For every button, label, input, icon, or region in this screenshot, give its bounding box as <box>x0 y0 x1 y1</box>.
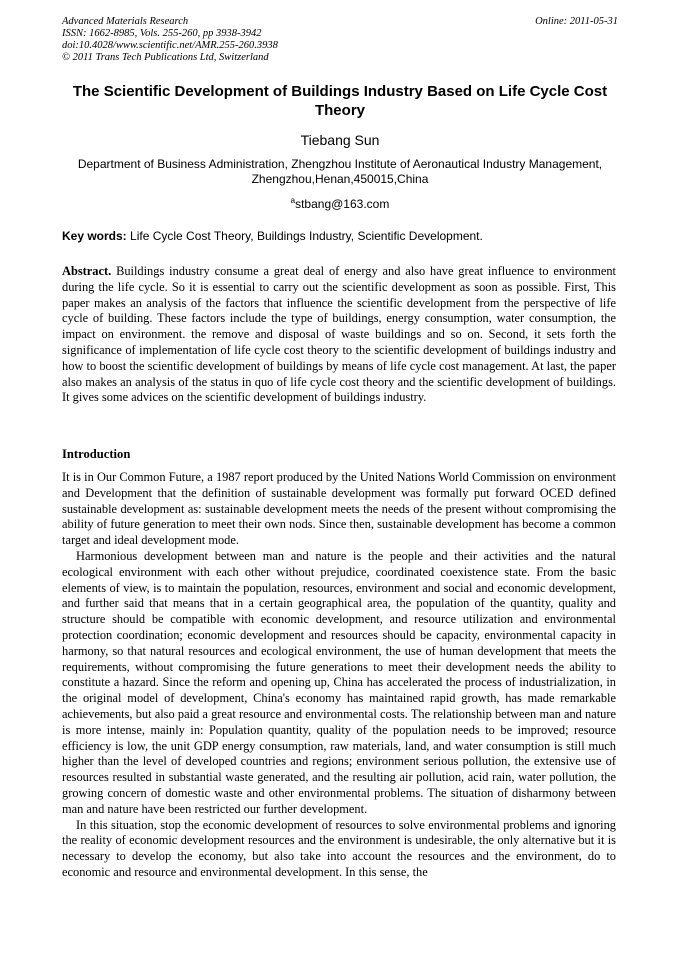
journal-doi: doi:10.4028/www.scientific.net/AMR.255-260.3938 <box>62 40 278 51</box>
author-email-line <box>62 193 618 212</box>
journal-copyright: © 2011 Trans Tech Publications Ltd, Switzerland <box>62 52 269 63</box>
paper-title: The Scientific Development of Buildings Industry Based on Life Cycle Cost Theory <box>72 83 608 119</box>
journal-name: Advanced Materials Research <box>62 16 189 27</box>
abstract <box>62 264 616 406</box>
journal-header <box>62 16 618 64</box>
intro-paragraph: In this situation, stop the economic development of resources to solve environmental problems and ignoring the reality of economic development resources and the environment is undesirable, the only alternative but it is necessary to develop the economy, but also take into account the resources and the environment, do to economic and resource and environmental development. In this sense, the <box>62 817 616 879</box>
paper-author: Tiebang Sun <box>300 132 380 148</box>
author-email: stbang@163.com <box>295 197 390 211</box>
keywords-line <box>62 229 618 244</box>
online-date: Online: 2011-05-31 <box>535 16 618 27</box>
abstract-text: Buildings industry consume a great deal of energy and also have great influence to environment during the life cycle. So it is essential to carry out the scientific development as soon as possible. First, This paper makes an analysis of the factors that influence the scientific development from the perspective of life cycle of building. These factors include the type of buildings, energy consumption, water consumption, the impact on environment. the remove and disposal of waste buildings and so on. Second, it sets forth the significance of implementation of life cycle cost theory to the scientific development of buildings industry and how to boost the scientific development of buildings by means of life cycle cost management. At last, the paper also makes an analysis of the status in quo of life cycle cost theory and the scientific development of buildings. It gives some advices on the scientific development of buildings industry. <box>62 264 616 405</box>
keywords-text: Life Cycle Cost Theory, Buildings Industry, Scientific Development. <box>126 229 483 243</box>
author-affiliation: Department of Business Administration, Zhengzhou Institute of Aeronautical Industry Management, Zhengzhou,Henan,450015,China <box>77 157 603 186</box>
intro-paragraph: It is in Our Common Future, a 1987 report produced by the United Nations World Commission on environment and Development that the definition of sustainable development was formally put forward OCED defined sustainable development as: sustainable development meets the needs of the present without compromising the ability of future generation to meet their own nods. Since then, sustainable development has become a common target and ideal development mode. <box>62 470 616 548</box>
introduction-heading: Introduction <box>62 447 131 461</box>
introduction-body <box>62 470 616 881</box>
intro-paragraph: Harmonious development between man and nature is the people and their activities and the natural ecological environment with each other without prejudice, coordinated coexistence state. From the basic elements of view, is to maintain the population, resources, environment and social and economic development, and further said that means that in a certain geographical area, the population of the quantity, quality and structure should be compatible with economic development, and resource utilization and environmental protection coordination; economic development and resources should be capacity, environmental capacity in harmony, so that natural resources and ecological environment, the use of human development that meets the requirements, without compromising the future generations to meet their development needs the ability to constitute a hazard. Since the reform and opening up, China has accelerated the process of industrialization, in the original model of development, China's economy has maintained rapid growth, has made remarkable achievements, but also paid a great resource and environmental costs. The relationship between man and nature is more intense, mainly in: Population quantity, quality of the population needs to be improved; resource efficiency is low, the unit GDP energy consumption, raw materials, land, and water consumption is still much higher than the level of developed countries and regions; environment serious pollution, the extensive use of resources resulted in substantial waste generated, and the resulting air pollution, acid rain, water pollution, the growing concern of domestic waste and other environmental problems. The situation of disharmony between man and nature have been restricted our further development. <box>62 548 616 816</box>
abstract-label: Abstract. <box>62 264 112 278</box>
journal-issn: ISSN: 1662-8985, Vols. 255-260, pp 3938-3942 <box>62 28 262 39</box>
email-superscript: a <box>290 196 296 205</box>
keywords-label: Key words: <box>62 229 127 243</box>
